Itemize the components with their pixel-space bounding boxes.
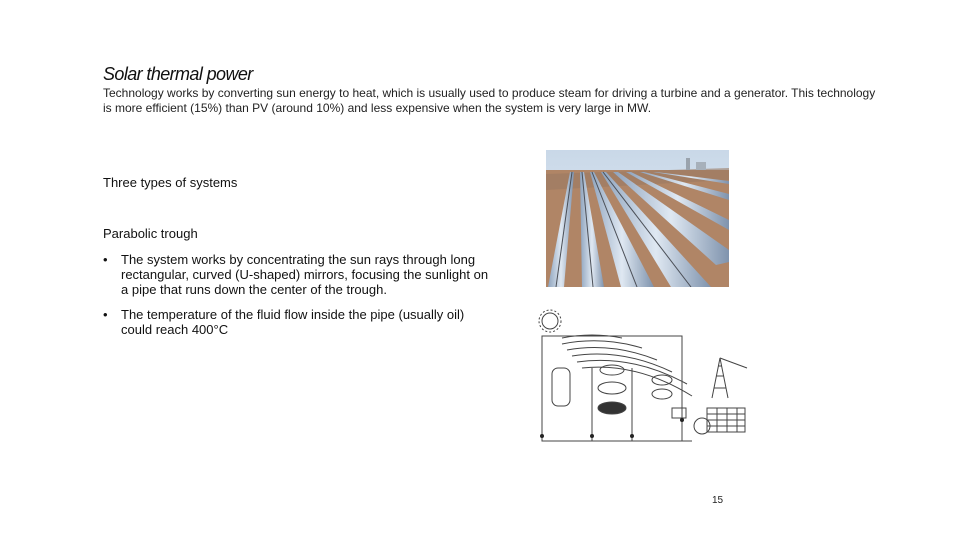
parabolic-trough-photo (546, 150, 729, 287)
schematic-svg (532, 308, 750, 458)
bullet-list (103, 252, 498, 347)
slide-title: Solar thermal power (103, 64, 253, 84)
parabolic-trough-heading: Parabolic trough (103, 226, 198, 241)
bullet-text: The system works by concentrating the sun rays through long rectangular, curved (U-shaped) mirrors, focusing the sunlight on a pipe that runs down the center of the trough. (121, 252, 489, 297)
page-number: 15 (712, 495, 724, 506)
bullet-text: The temperature of the fluid flow inside the pipe (usually oil) could reach 400°C (121, 307, 465, 337)
plant-schematic-diagram (532, 308, 750, 458)
trough-field-image (546, 150, 729, 287)
bullet-icon: • (103, 252, 108, 267)
types-heading: Three types of systems (103, 175, 238, 190)
intro-paragraph: Technology works by converting sun energy to heat, which is usually used to produce steam for driving a turbine and a generator. This technology is more efficient (15%) than PV (around 10%) and less expensive when the system is very large in MW. (103, 86, 876, 115)
bullet-item (103, 307, 498, 337)
sun-icon (542, 313, 558, 329)
bullet-icon: • (103, 307, 108, 322)
bullet-item (103, 252, 498, 297)
